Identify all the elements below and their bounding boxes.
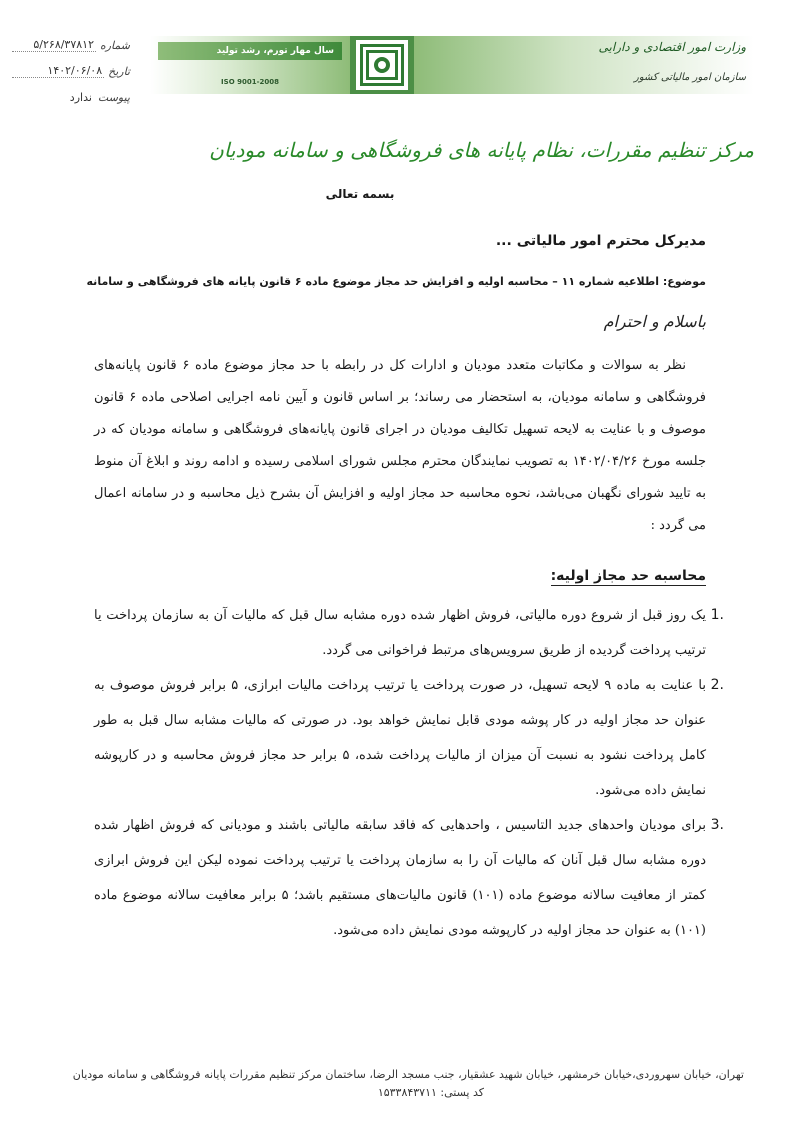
numbered-list [94, 598, 724, 948]
letter-number-row [12, 32, 130, 58]
list-item-number: 3. [710, 817, 724, 833]
section-title: محاسبه حد مجاز اولیه: [550, 568, 706, 584]
bismillah: بسمه تعالی [325, 187, 395, 201]
greeting: باسلام و احترام [603, 312, 706, 331]
iso-label: ISO 9001-2008 [221, 78, 279, 86]
tax-organization-emblem-icon [350, 36, 414, 94]
letter-date-row [12, 58, 130, 84]
list-item-text: برای مودیان واحدهای جدید التاسیس ، واحدهایی که فاقد سابقه مالیاتی باشند و مودیانی که فروش اظهار شده دوره مشابه سال قبل آنان که مالیات آن را به سازمان پرداخت یا ترتیب پرداخت نموده لیکن این فروش ابرازی کمتر از معافیت سالانه موضوع ماده (۱۰۱) قانون مالیات‌های مستقیم باشد؛ ۵ برابر معافیت سالانه موضوع ماده (۱۰۱) به عنوان حد مجاز اولیه در کارپوشه مودی نمایش داده می‌شود. [94, 818, 706, 938]
footer-address: تهران، خیابان سهروردی،خیابان خرمشهر، خیابان شهید عشقیار، جنب مسجد الرضا، ساختمان مرکز تنظیم مقررات پایانه فروشگاهی و سامانه مودیان [72, 1068, 744, 1081]
list-item [94, 668, 724, 808]
slogan-text: سال مهار تورم، رشد تولید [216, 46, 334, 56]
footer-address-block [60, 1066, 744, 1102]
organization-name: سازمان امور مالیاتی کشور [634, 72, 746, 83]
center-title: مرکز تنظیم مقررات، نظام پایانه های فروشگاهی و سامانه مودیان [209, 138, 754, 162]
body-paragraph-text: نظر به سوالات و مکاتبات متعدد مودیان و ادارات کل در رابطه با حد مجاز موضوع ماده ۶ قانون پایانه‌های فروشگاهی و سامانه مودیان، به استحضار می رساند؛ بر اساس قانون و آیین نامه اجرایی اصلاحی ماده ۶ قانون موصوف و با عنایت به لایحه تسهیل تکالیف مودیان در اجرای قانون پایانه‌های فروشگاهی و سامانه مودیان که در جلسه مورخ ۱۴۰۲/۰۴/۲۶ به تصویب نمایندگان محترم مجلس شورای اسلامی رسیده و ادامه روند و ابلاغ آن منوط به تایید شورای نگهبان می‌باشد، نحوه محاسبه حد مجاز اولیه و افزایش آن بشرح ذیل محاسبه و در سامانه اعمال می گردد : [94, 358, 706, 533]
letter-attachment-label: پیوست [97, 90, 130, 104]
letter-meta [12, 32, 130, 110]
slogan-strip [158, 42, 342, 60]
footer-postal-code: کد پستی: ۱۵۳۳۸۴۳۷۱۱ [377, 1086, 484, 1099]
body-paragraph [94, 350, 706, 542]
list-item [94, 598, 724, 668]
header-banner-left [150, 36, 350, 94]
list-item-number: 1. [710, 607, 724, 623]
letter-date-label: تاریخ [108, 64, 130, 78]
letter-attachment-row [12, 84, 130, 110]
letter-number: ۵/۲۶۸/۳۷۸۱۲ [12, 38, 96, 52]
letter-number-label: شماره [99, 38, 130, 52]
list-item-text: با عنایت به ماده ۹ لایحه تسهیل، در صورت پرداخت یا ترتیب پرداخت مالیات ابرازی، ۵ برابر فروش موصوف به عنوان حد مجاز اولیه در کار پوشه مودی قابل نمایش خواهد بود. در صورتی که مالیات مشابه سال قبل به طور کامل پرداخت نشود به نسبت آن میزان از مالیات پرداخت شده، ۵ برابر حد مجاز فروش محاسبه و در کارپوشه نمایش داده می‌شود. [94, 678, 707, 798]
list-item [94, 808, 724, 948]
addressee: مدیرکل محترم امور مالیاتی ... [495, 233, 706, 249]
list-item-number: 2. [710, 677, 724, 693]
subject-line: موضوع: اطلاعیه شماره ۱۱ – محاسبه اولیه و افزایش حد مجاز موضوع ماده ۶ قانون پایانه های فروشگاهی و سامانه [86, 275, 706, 288]
letter-attachment: ندارد [69, 90, 92, 104]
header-banner-right [414, 36, 754, 94]
ministry-name: وزارت امور اقتصادی و دارایی [598, 40, 746, 54]
list-item-text: یک روز قبل از شروع دوره مالیاتی، فروش اظهار شده دوره مشابه سال قبل که مالیات آن به سازمان پرداخت یا ترتیب پرداخت گردیده از طریق سرویس‌های مرتبط فراخوانی می گردد. [94, 608, 706, 658]
letter-date: ۱۴۰۲/۰۶/۰۸ [12, 64, 104, 78]
